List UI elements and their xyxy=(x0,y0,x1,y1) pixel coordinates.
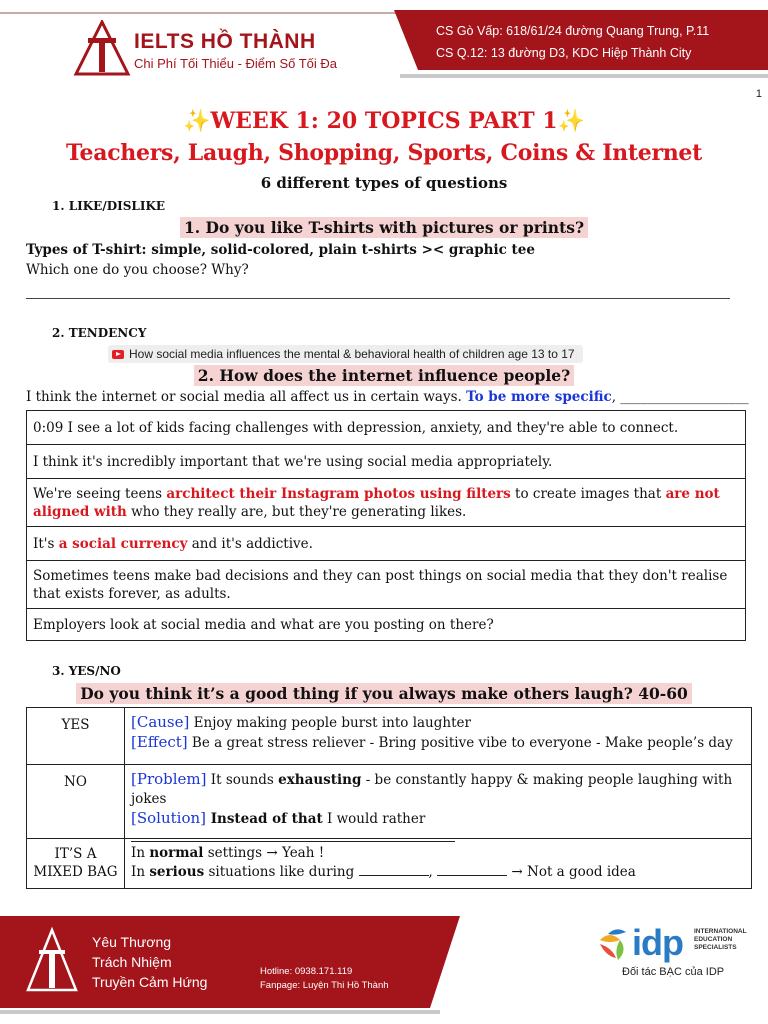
header-stripe xyxy=(400,74,768,78)
brand-name: IELTS HỒ THÀNH xyxy=(134,30,316,53)
question-highlight: 2. How does the internet influence people? xyxy=(194,365,574,386)
section-2-question xyxy=(0,366,768,385)
quote-text: It's a social currency and it's addictive. xyxy=(33,535,313,552)
no-row xyxy=(27,764,751,838)
youtube-icon xyxy=(112,350,124,359)
motto-love: Yêu Thương xyxy=(92,934,172,950)
brand-slogan: Chi Phí Tối Thiểu - Điểm Số Tối Đa xyxy=(134,56,338,71)
section-3-question xyxy=(0,684,768,703)
address-q12: CS Q.12: 13 đường D3, KDC Hiệp Thành City xyxy=(436,46,692,60)
quote-text: We're seeing teens architect their Instagram photos using filters to create images that are not aligned with who they really are, but they're generating likes. xyxy=(33,485,720,520)
address-go-vap: CS Gò Vấp: 618/61/24 đường Quang Trung, P.11 xyxy=(436,24,710,38)
mixed-content: In normal settings → Yeah ! In serious situations like during , → Not a good idea xyxy=(131,845,636,880)
page-number: 1 xyxy=(755,88,762,100)
quote-row xyxy=(27,526,745,560)
subtitle: 6 different types of questions xyxy=(260,174,508,192)
intro-text: I think the internet or social media all affect us in certain ways. xyxy=(26,389,462,405)
motto-responsibility: Trách Nhiệm xyxy=(92,954,172,970)
no-content: [Problem] It sounds exhausting - be constantly happy & making people laughing with jokes [Solution] Instead of that I would rather xyxy=(125,765,751,838)
footer-stripe xyxy=(0,1010,440,1014)
quote-row xyxy=(27,444,745,478)
fanpage: Fanpage: Luyện Thi Hồ Thành xyxy=(260,980,389,991)
quote-row xyxy=(27,608,745,640)
hotline: Hotline: 0938.171.119 xyxy=(260,966,353,977)
situation-blank-2 xyxy=(437,863,507,876)
mixed-label: IT’S A MIXED BAG xyxy=(27,839,125,888)
intro-blank: , ___________________ xyxy=(611,389,749,405)
idp-wordmark: idp xyxy=(632,922,683,963)
footer-logo-icon xyxy=(24,926,80,994)
question-highlight: 1. Do you like T-shirts with pictures or prints? xyxy=(180,217,588,238)
tshirt-types-line: Types of T-shirt: simple, solid-colored, plain t-shirts >< graphic tee xyxy=(26,242,535,258)
quote-text: Employers look at social media and what are you posting on there? xyxy=(33,616,494,633)
yes-no-table xyxy=(26,707,752,889)
ielts-ho-thanh-logo-icon xyxy=(72,20,132,76)
section-2-label: 2. TENDENCY xyxy=(52,326,147,340)
motto-inspiration: Truyền Cảm Hứng xyxy=(92,974,208,990)
header-rule xyxy=(0,12,410,14)
section-2-intro xyxy=(26,389,749,405)
situation-blank-1 xyxy=(359,863,429,876)
section-1-question xyxy=(0,218,768,237)
quote-text: 0:09 I see a lot of kids facing challenges with depression, anxiety, and they're able to connect. xyxy=(33,419,679,436)
quote-row xyxy=(27,411,745,444)
section-1-label: 1. LIKE/DISLIKE xyxy=(52,199,166,213)
answer-line xyxy=(26,298,730,299)
video-title: How social media influences the mental & behavioral health of children age 13 to 17 xyxy=(129,347,575,361)
question-highlight: Do you think it’s a good thing if you always make others laugh? 40-60 xyxy=(76,683,692,704)
intro-highlight: To be more specific xyxy=(466,389,612,405)
quotes-table xyxy=(26,410,746,641)
choice-prompt: Which one do you choose? Why? xyxy=(26,262,249,278)
yes-label: YES xyxy=(27,708,125,764)
section-3-label: 3. YES/NO xyxy=(52,664,121,678)
header-bar-slant xyxy=(394,10,418,70)
footer-red-slant xyxy=(430,916,460,1008)
header-address-bar xyxy=(418,10,768,70)
quote-text: Sometimes teens make bad decisions and they can post things on social media that they don't realise that exists forever, as adults. xyxy=(33,567,728,602)
no-label: NO xyxy=(27,765,125,838)
quote-text: I think it's incredibly important that we're using social media appropriately. xyxy=(33,453,553,470)
quote-row xyxy=(27,478,745,526)
week-title: ✨WEEK 1: 20 TOPICS PART 1✨ xyxy=(183,108,585,134)
quote-row xyxy=(27,560,745,608)
yes-row xyxy=(27,708,751,764)
idp-partner-text: Đối tác BẠC của IDP xyxy=(622,966,725,978)
yes-content: [Cause] Enjoy making people burst into laughter [Effect] Be a great stress reliever - Bring positive vibe to everyone - Make people’s day xyxy=(131,713,733,751)
topics-title: Teachers, Laugh, Shopping, Sports, Coins & Internet xyxy=(66,140,702,166)
idp-tagline: INTERNATIONAL EDUCATION SPECIALISTS xyxy=(694,928,747,951)
youtube-video-link[interactable] xyxy=(108,345,583,363)
mixed-row xyxy=(27,838,751,888)
